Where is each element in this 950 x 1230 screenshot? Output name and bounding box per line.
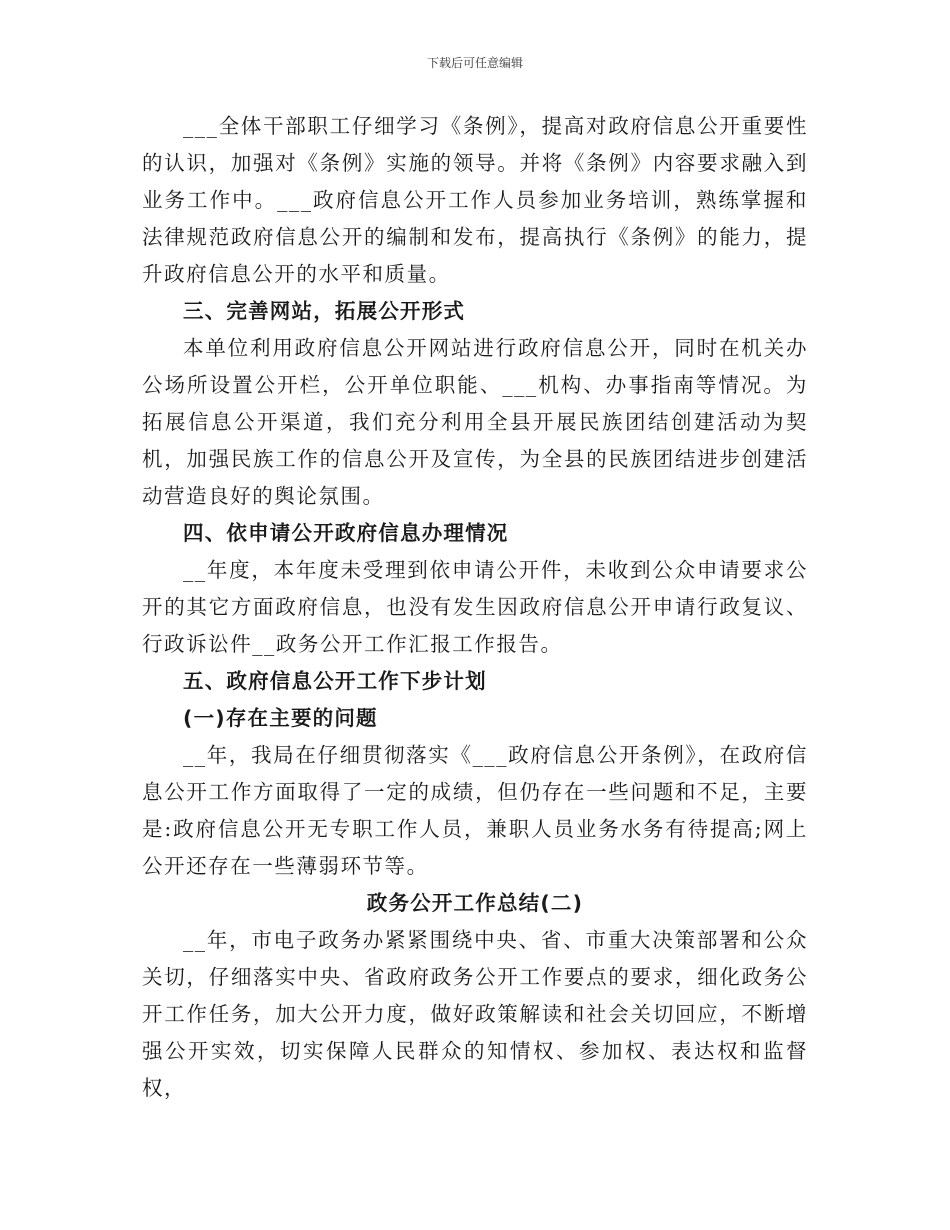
section-title-summary-two: 政务公开工作总结(二) <box>366 891 584 915</box>
paragraph-website-disclosure: 本单位利用政府信息公开网站进行政府信息公开，同时在机关办公场所设置公开栏，公开单位职能、___机构、办事指南等情况。为拓展信息公开渠道，我们充分利用全县开展民族团结创建活动为契机，加强民族工作的信息公开及宣传，为全县的民族团结进步创建活动营造良好的舆论氛围。 <box>142 336 808 508</box>
paragraph-problems: __年，我局在仔细贯彻落实《___政府信息公开条例》，在政府信息公开工作方面取得了一定的成绩，但仍存在一些问题和不足，主要是:政府信息公开无专职工作人员，兼职人员业务水务有待提高;网上公开还存在一些薄弱环节等。 <box>142 743 808 878</box>
subheading-main-problems: (一)存在主要的问题 <box>183 706 378 730</box>
paragraph-study-regulations: ___全体干部职工仔细学习《条例》，提高对政府信息公开重要性的认识，加强对《条例》实施的领导。并将《条例》内容要求融入到业务工作中。___政府信息公开工作人员参加业务培训，熟练掌握和法律规范政府信息公开的编制和发布，提高执行《条例》的能力，提升政府信息公开的水平和质量。 <box>142 114 808 286</box>
heading-next-plan: 五、政府信息公开工作下步计划 <box>183 669 487 693</box>
heading-improve-website: 三、完善网站，拓展公开形式 <box>183 299 466 323</box>
paragraph-application-status: __年度，本年度未受理到依申请公开件，未收到公众申请要求公开的其它方面政府信息，也没有发生因政府信息公开申请行政复议、行政诉讼件__政务公开工作汇报工作报告。 <box>142 558 808 656</box>
page-header: 下载后可任意编辑 <box>426 56 523 70</box>
document-body <box>142 108 808 1107</box>
paragraph-egov-office: __年，市电子政务办紧紧围绕中央、省、市重大决策部署和公众关切，仔细落实中央、省政府政务公开工作要点的要求，细化政务公开工作任务，加大公开力度，做好政策解读和社会关切回应，不断增强公开实效，切实保障人民群众的知情权、参加权、表达权和监督权， <box>142 928 808 1100</box>
heading-application-disclosure: 四、依申请公开政府信息办理情况 <box>183 521 509 545</box>
